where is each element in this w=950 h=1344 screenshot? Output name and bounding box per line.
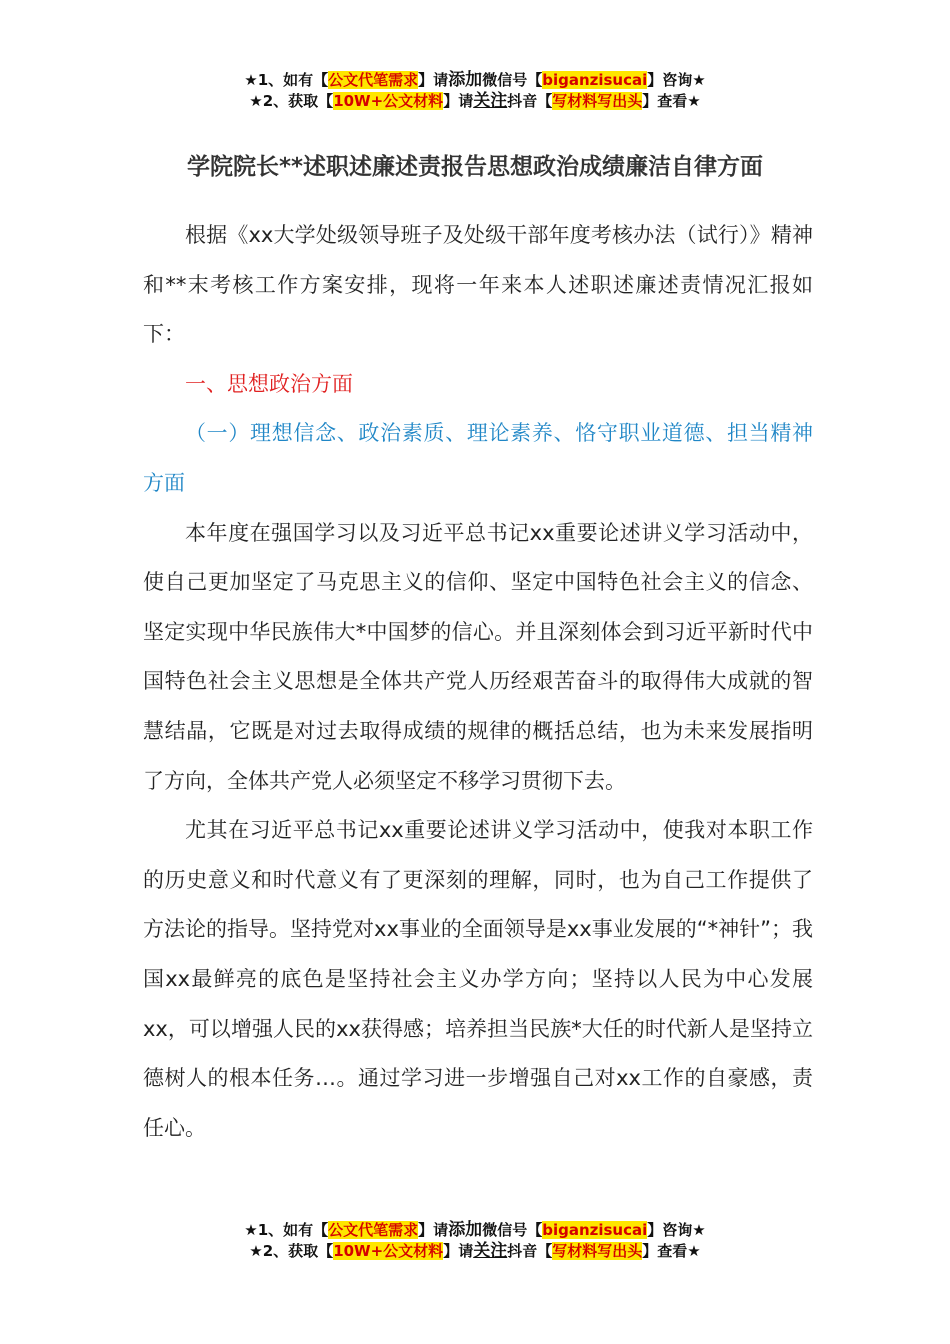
promo-text: 】咨询★ xyxy=(647,71,706,89)
promo-line-2 xyxy=(0,1241,950,1262)
promo-text: ★2、获取【 xyxy=(249,92,334,110)
promo-text: 】请 xyxy=(418,1221,449,1239)
promo-text: 抖音【 xyxy=(507,92,553,110)
promo-text: 抖音【 xyxy=(507,1242,553,1260)
promo-banner-bottom xyxy=(0,1220,950,1262)
promo-highlight: 公文代笔需求 xyxy=(328,1221,419,1239)
subsection-heading: （一）理想信念、政治素质、理论素养、恪守职业道德、担当精神方面 xyxy=(143,421,813,495)
section-heading: 一、思想政治方面 xyxy=(185,371,353,396)
document-title: 学院院长**述职述廉述责报告思想政治成绩廉洁自律方面 xyxy=(186,154,764,180)
promo-line-2 xyxy=(0,91,950,112)
promo-douyin-id: 写材料写出头 xyxy=(552,1242,643,1260)
promo-text: 】咨询★ xyxy=(647,1221,706,1239)
body-paragraph: 本年度在强国学习以及习近平总书记xx重要论述讲义学习活动中，使自己更加坚定了马克思主义的信仰、坚定中国特色社会主义的信念、坚定实现中华民族伟大*中国梦的信心。并且深刻体会到习近平新时代中国特色社会主义思想是全体共产党人历经艰苦奋斗的取得伟大成就的智慧结晶，它既是对过去取得成绩的规律的概括总结，也为未来发展指明了方向，全体共产党人必须坚定不移学习贯彻下去。 xyxy=(143,520,813,793)
promo-text: ★2、获取【 xyxy=(249,1242,334,1260)
promo-emphasis: 关注 xyxy=(473,1241,508,1261)
promo-text: ★1、如有【 xyxy=(244,71,329,89)
body-paragraph: 尤其在习近平总书记xx重要论述讲义学习活动中，使我对本职工作的历史意义和时代意义有了更深刻的理解，同时，也为自己工作提供了方法论的指导。坚持党对xx事业的全面领导是xx事业发展的“*神针”；我国xx最鲜亮的底色是坚持社会主义办学方向；坚持以人民为中心发展xx，可以增强人民的xx获得感；培养担当民族*大任的时代新人是坚持立德树人的根本任务…。通过学习进一步增强自己对xx工作的自豪感，责任心。 xyxy=(143,818,813,1140)
promo-line-1 xyxy=(0,1220,950,1241)
promo-text: ★1、如有【 xyxy=(244,1221,329,1239)
promo-text: 】查看★ xyxy=(642,1242,701,1260)
promo-emphasis: 添加 xyxy=(448,70,483,90)
promo-wechat-id: biganzisucai xyxy=(542,1221,648,1239)
promo-emphasis: 关注 xyxy=(473,91,508,111)
promo-line-1 xyxy=(0,70,950,91)
intro-paragraph: 根据《xx大学处级领导班子及处级干部年度考核办法（试行）》精神和**末考核工作方案安排，现将一年来本人述职述廉述责情况汇报如下： xyxy=(143,223,813,347)
promo-text: 】请 xyxy=(443,92,474,110)
promo-highlight: 10W+公文材料 xyxy=(333,92,444,110)
document-body xyxy=(143,211,813,1153)
promo-text: 】请 xyxy=(418,71,449,89)
promo-text: 】查看★ xyxy=(642,92,701,110)
promo-douyin-id: 写材料写出头 xyxy=(552,92,643,110)
promo-emphasis: 添加 xyxy=(448,1220,483,1240)
promo-highlight: 公文代笔需求 xyxy=(328,71,419,89)
promo-wechat-id: biganzisucai xyxy=(542,71,648,89)
promo-text: 】请 xyxy=(443,1242,474,1260)
promo-highlight: 10W+公文材料 xyxy=(333,1242,444,1260)
promo-text: 微信号【 xyxy=(482,71,543,89)
promo-banner-top xyxy=(0,70,950,112)
promo-text: 微信号【 xyxy=(482,1221,543,1239)
